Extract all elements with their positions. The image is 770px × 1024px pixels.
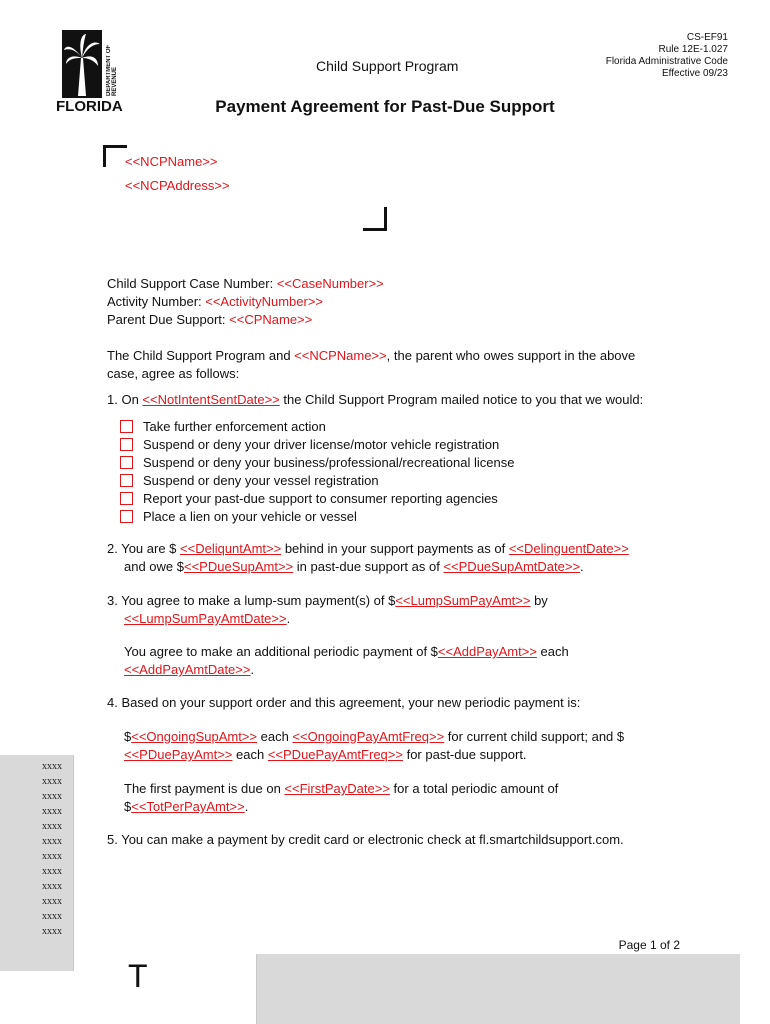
item-3-line-1 [107,592,548,610]
checkbox[interactable] [120,492,133,505]
logo-side-text: DEPARTMENT OF REVENUE [106,44,118,96]
item-1-text-a: 1. On [107,392,143,407]
option-label: Report your past-due support to consumer reporting agencies [143,490,498,506]
enforcement-option[interactable] [120,453,514,471]
side-mark: xxxx [42,911,62,922]
side-mark: xxxx [42,821,62,832]
side-mark: xxxx [42,836,62,847]
side-mark: xxxx [42,896,62,907]
parent-due-label: Parent Due Support: [107,312,230,327]
item-3-text-e: each [536,644,569,659]
item-4-text-f: for past-due support. [402,747,527,762]
pastdue-amount-field: <<PDueSupAmt>> [184,559,294,574]
enforcement-checklist [120,417,514,525]
item-4-text-i: $ [124,799,132,814]
enforcement-option[interactable] [120,471,514,489]
item-3-text-c: . [286,611,291,626]
address-corner-top-left [103,145,127,167]
option-label: Place a lien on your vehicle or vessel [143,508,357,524]
item-3-text-a: 3. You agree to make a lump-sum payment(s) of $ [107,593,396,608]
pdue-pay-frequency-field: <<PDuePayAmtFreq>> [267,747,403,762]
item-2-text-a: 2. You are $ [107,541,181,556]
option-label: Suspend or deny your vessel registration [143,472,379,488]
case-number-label: Child Support Case Number: [107,276,277,291]
item-2-line-2 [124,558,584,576]
item-2-text-d: in past-due support as of [293,559,444,574]
lump-sum-date-field: <<LumpSumPayAmtDate>> [124,611,287,626]
add-pay-amount-field: <<AddPayAmt>> [437,644,537,659]
bottom-margin-strip [256,954,740,1024]
side-mark: xxxx [42,926,62,937]
item-4-line-2 [124,728,624,746]
side-mark: xxxx [42,851,62,862]
ongoing-frequency-field: <<OngoingPayAmtFreq>> [292,729,445,744]
side-margin-strip [0,755,74,971]
form-code-block [606,32,728,80]
item-4-text-e: each [232,747,268,762]
enforcement-option[interactable] [120,435,514,453]
item-4-line-3 [124,746,527,764]
intro-line-2: case, agree as follows: [107,366,240,381]
item-4-line-1: 4. Based on your support order and this agreement, your new periodic payment is: [107,695,581,710]
document-title: Payment Agreement for Past-Due Support [215,97,555,116]
rule-number: Rule 12E-1.027 [658,44,728,55]
item-3-text-f: . [250,662,255,677]
delinquent-date-field: <<DelinguentDate>> [508,541,629,556]
item-2-text-e: . [580,559,584,574]
item-5-line: 5. You can make a payment by credit card or electronic check at fl.smartchildsupport.com. [107,832,624,847]
admin-code: Florida Administrative Code [605,56,728,67]
item-2-line-1 [107,540,629,558]
address-corner-bottom-right [363,207,387,231]
add-pay-date-field: <<AddPayAmtDate>> [124,662,251,677]
side-mark: xxxx [42,806,62,817]
intro-line-1 [107,347,635,365]
enforcement-option[interactable] [120,507,514,525]
option-label: Take further enforcement action [143,418,326,434]
enforcement-option[interactable] [120,417,514,435]
pdue-pay-amount-field: <<PDuePayAmt>> [124,747,233,762]
side-mark: xxxx [42,866,62,877]
parent-due-line [107,311,312,329]
case-number-line [107,275,384,293]
item-3-line-2 [124,610,290,628]
total-periodic-amount-field: <<TotPerPayAmt>> [131,799,245,814]
checkbox[interactable] [120,474,133,487]
side-mark: xxxx [42,881,62,892]
registration-mark: T [128,958,148,994]
item-4-text-d: for current child support; and $ [444,729,625,744]
item-3-line-3 [124,643,569,661]
program-name: Child Support Program [316,58,459,74]
notice-date-field: <<NotIntentSentDate>> [142,392,280,407]
activity-number-label: Activity Number: [107,294,206,309]
item-4-text-h: for a total periodic amount of [389,781,559,796]
item-4-text-g: The first payment is due on [124,781,285,796]
enforcement-option[interactable] [120,489,514,507]
intro-text-b: , the parent who owes support in the above [386,348,636,363]
item-4-line-4 [124,780,558,798]
form-code: CS-EF91 [686,32,728,43]
side-mark-list [42,759,62,939]
intro-ncp-field: <<NCPName>> [294,348,387,363]
case-number-field: <<CaseNumber>> [276,276,384,291]
item-4-text-c: each [257,729,293,744]
intro-text-a: The Child Support Program and [107,348,295,363]
first-pay-date-field: <<FirstPayDate>> [284,781,390,796]
logo-text: FLORIDA [56,98,123,115]
option-label: Suspend or deny your driver license/motor vehicle registration [143,436,500,452]
checkbox[interactable] [120,456,133,469]
ncp-name-field: <<NCPName>> [125,154,218,169]
item-3-text-b: by [530,593,548,608]
checkbox[interactable] [120,438,133,451]
item-1-line [107,391,643,409]
activity-number-field: <<ActivityNumber>> [205,294,324,309]
checkbox[interactable] [120,420,133,433]
option-label: Suspend or deny your business/professional/recreational license [143,454,515,470]
effective-date: Effective 09/23 [662,68,728,79]
item-3-line-4 [124,661,254,679]
delinquent-amount-field: <<DeliquntAmt>> [180,541,282,556]
ongoing-amount-field: <<OngoingSupAmt>> [131,729,257,744]
item-4-line-5 [124,798,248,816]
lump-sum-amount-field: <<LumpSumPayAmt>> [395,593,531,608]
side-mark: xxxx [42,761,62,772]
item-4-text-j: . [244,799,249,814]
side-mark: xxxx [42,776,62,787]
item-2-text-b: behind in your support payments as of [281,541,509,556]
side-mark: xxxx [42,791,62,802]
ncp-address-field: <<NCPAddress>> [125,178,230,193]
item-4-text-b: $ [124,729,132,744]
activity-number-line [107,293,323,311]
item-3-text-d: You agree to make an additional periodic payment of $ [124,644,438,659]
checkbox[interactable] [120,510,133,523]
pastdue-date-field: <<PDueSupAmtDate>> [443,559,581,574]
item-1-text-b: the Child Support Program mailed notice to you that we would: [279,392,644,407]
page-number: Page 1 of 2 [618,938,680,952]
parent-due-field: <<CPName>> [229,312,313,327]
item-2-text-c: and owe $ [124,559,184,574]
